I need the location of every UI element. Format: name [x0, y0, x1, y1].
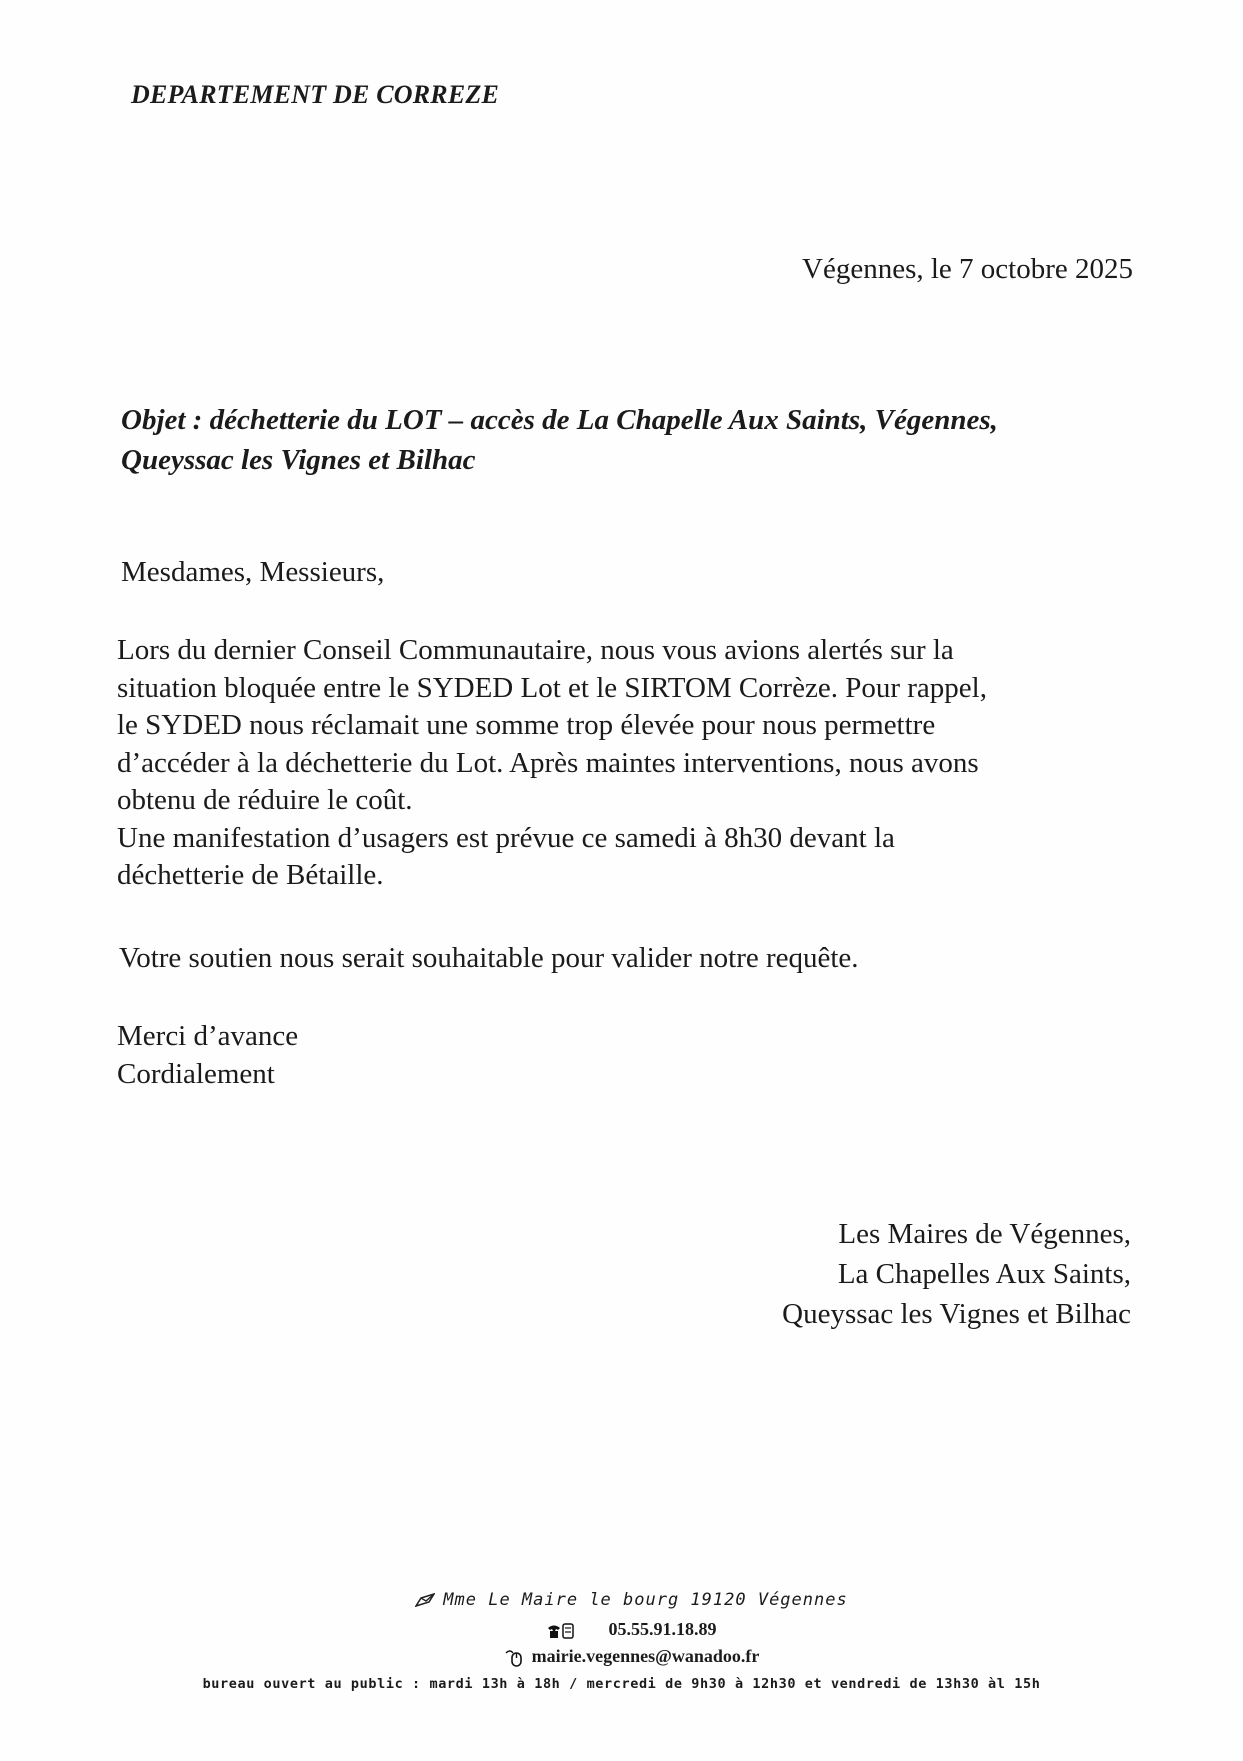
body-line: le SYDED nous réclamait une somme trop élevée pour nous permettre [117, 709, 936, 741]
body-line: Lors du dernier Conseil Communautaire, nous vous avions alertés sur la [117, 634, 954, 666]
closing [117, 1017, 298, 1093]
signature-line: La Chapelles Aux Saints, [837, 1258, 1131, 1290]
closing-line: Merci d’avance [117, 1020, 299, 1052]
letter-date: Végennes, le 7 octobre 2025 [802, 253, 1133, 285]
letter-icon [415, 1593, 435, 1607]
body-line: d’accéder à la déchetterie du Lot. Après maintes interventions, nous avons [117, 746, 979, 779]
body-line: obtenu de réduire le coût. [117, 784, 413, 816]
footer-phone [10, 1619, 1243, 1640]
body-line: déchetterie de Bétaille. [117, 859, 384, 891]
signature-block [782, 1214, 1131, 1334]
office-hours: bureau ouvert au public : mardi 13h à 18h / mercredi de 9h30 à 12h30 et vendredi de 13h30 àl 15h [202, 1676, 1041, 1692]
department-heading: DEPARTEMENT DE CORREZE [131, 80, 499, 109]
letter-subject [121, 400, 1131, 480]
salutation: Mesdames, Messieurs, [121, 556, 385, 588]
phone-number: 05.55.91.18.89 [608, 1619, 717, 1639]
email-address: mairie.vegennes@wanadoo.fr [531, 1646, 760, 1666]
closing-line: Cordialement [117, 1058, 275, 1090]
support-request: Votre soutien nous serait souhaitable pour valider notre requête. [119, 942, 859, 974]
letter-body [117, 632, 1137, 895]
footer-email [10, 1646, 1243, 1667]
mouse-icon [504, 1649, 524, 1667]
body-line: Une manifestation d’usagers est prévue ce samedi à 8h30 devant la [117, 821, 895, 854]
address-text: Mme Le Maire le bourg 19120 Végennes [443, 1590, 848, 1610]
body-line: situation bloquée entre le SYDED Lot et le SIRTOM Corrèze. Pour rappel, [117, 671, 987, 704]
subject-line: Queyssac les Vignes et Bilhac [121, 444, 476, 476]
footer-address [10, 1590, 1243, 1610]
subject-line: Objet : déchetterie du LOT – accès de La Chapelle Aux Saints, Végennes, [121, 404, 998, 436]
signature-line: Queyssac les Vignes et Bilhac [782, 1298, 1131, 1330]
phone-icon [547, 1623, 575, 1639]
signature-line: Les Maires de Végennes, [838, 1218, 1131, 1250]
